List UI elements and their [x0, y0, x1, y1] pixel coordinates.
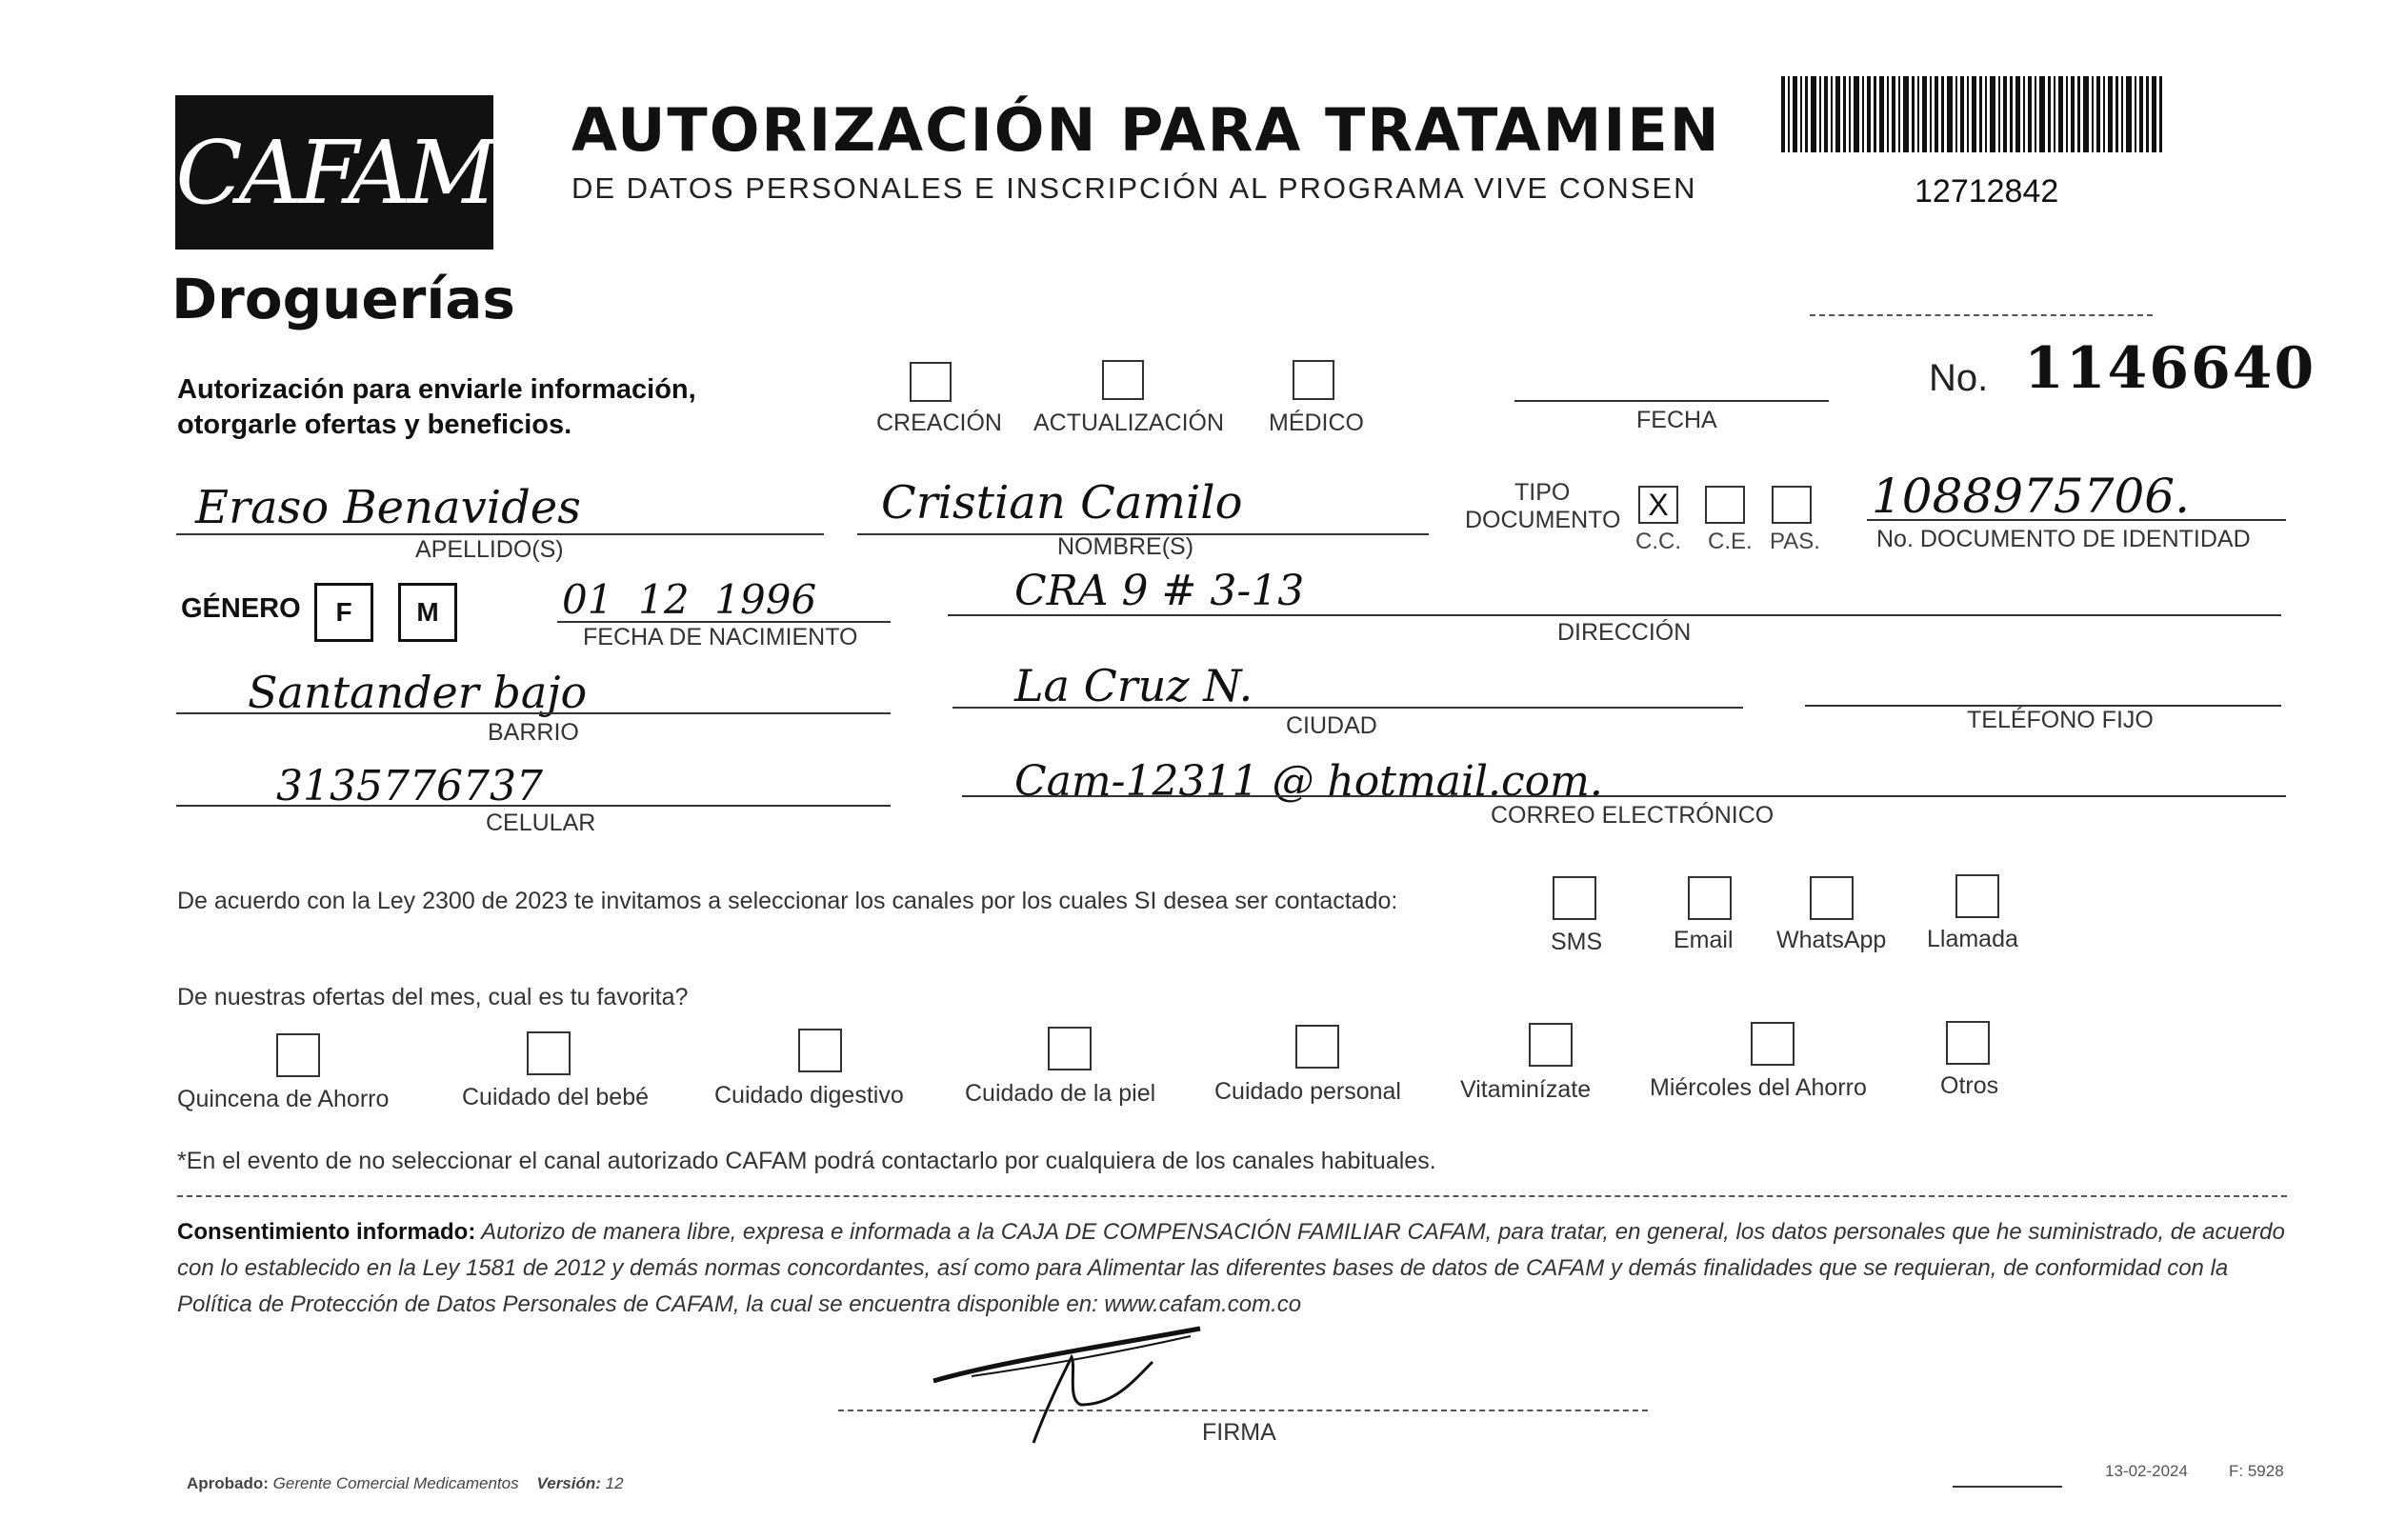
checkbox-medico[interactable] — [1293, 360, 1334, 400]
checkbox-creacion[interactable] — [910, 362, 952, 402]
x-mark-icon: X — [1648, 487, 1669, 522]
barcode-number: 12712842 — [1915, 173, 2059, 210]
checkbox-pas[interactable] — [1772, 486, 1812, 524]
divider — [1810, 314, 2153, 316]
genero-label: GÉNERO — [181, 593, 301, 624]
doc-number-value[interactable]: 1088975706. — [1872, 469, 2191, 524]
email-value[interactable]: Cam-12311 @ hotmail.com. — [1014, 757, 1603, 806]
label-quincena: Quincena de Ahorro — [177, 1086, 390, 1112]
apellidos-label: APELLIDO(S) — [415, 536, 564, 563]
form-number-value: 1146640 — [2024, 335, 2316, 402]
ciudad-line — [952, 707, 1743, 709]
auth-line-2: otorgarle ofertas y beneficios. — [177, 410, 572, 440]
label-llamada: Llamada — [1927, 926, 2018, 952]
footer-line — [1953, 1486, 2062, 1488]
footer-approval: Aprobado: Gerente Comercial Medicamentos Versión: 12 — [187, 1474, 624, 1492]
barcode-image — [1781, 76, 2162, 152]
label-otros: Otros — [1940, 1072, 1999, 1099]
label-digestivo: Cuidado digestivo — [714, 1082, 904, 1109]
celular-label: CELULAR — [486, 810, 596, 836]
checkbox-sms[interactable] — [1553, 876, 1596, 920]
label-fecha: FECHA — [1636, 407, 1717, 433]
checkbox-otros[interactable] — [1946, 1021, 1990, 1065]
barrio-label: BARRIO — [488, 719, 579, 746]
checkbox-genero-f[interactable]: F — [314, 583, 373, 642]
label-cc: C.C. — [1635, 529, 1681, 554]
barrio-line — [176, 712, 891, 714]
label-piel: Cuidado de la piel — [965, 1080, 1156, 1107]
doc-number-line — [1867, 519, 2286, 521]
footer-date: 13-02-2024 — [2105, 1462, 2188, 1480]
barrio-value[interactable]: Santander bajo — [248, 667, 588, 718]
label-personal: Cuidado personal — [1214, 1078, 1401, 1105]
label-ce: C.E. — [1708, 529, 1753, 554]
label-creacion: CREACIÓN — [876, 410, 1002, 436]
checkbox-digestivo[interactable] — [798, 1029, 842, 1072]
label-actualizacion: ACTUALIZACIÓN — [1033, 410, 1225, 436]
address-value[interactable]: CRA 9 # 3-13 — [1014, 567, 1305, 615]
checkbox-whatsapp[interactable] — [1810, 876, 1854, 920]
checkbox-cc[interactable] — [1638, 486, 1678, 524]
form-subtitle: DE DATOS PERSONALES E INSCRIPCIÓN AL PROGRAMA VIVE CONSEN — [571, 171, 1697, 205]
birth-label: FECHA DE NACIMIENTO — [583, 624, 858, 650]
apellidos-line — [176, 533, 824, 535]
checkbox-piel[interactable] — [1048, 1027, 1092, 1070]
consent-title: Consentimiento informado: — [177, 1219, 476, 1245]
telefono-label: TELÉFONO FIJO — [1967, 707, 2154, 733]
ciudad-value[interactable]: La Cruz N. — [1014, 660, 1253, 711]
apellidos-value[interactable]: Eraso Benavides — [195, 481, 581, 534]
signature-image — [914, 1310, 1238, 1452]
cafam-logo — [175, 95, 493, 250]
label-medico: MÉDICO — [1269, 410, 1364, 436]
address-line — [948, 614, 2281, 616]
checkbox-actualizacion[interactable] — [1102, 360, 1144, 400]
label-vitaminizate: Vitaminízate — [1460, 1076, 1592, 1103]
consent-paragraph — [177, 1214, 2287, 1323]
tipo-label: TIPO — [1514, 479, 1571, 506]
brand-subtitle: Droguerías — [171, 267, 515, 331]
ciudad-label: CIUDAD — [1286, 712, 1377, 739]
celular-line — [176, 805, 891, 807]
label-miercoles: Miércoles del Ahorro — [1650, 1074, 1867, 1101]
fecha-line — [1514, 400, 1829, 402]
birth-line — [557, 621, 891, 623]
checkbox-miercoles[interactable] — [1751, 1022, 1795, 1066]
checkbox-quincena[interactable] — [276, 1033, 320, 1077]
address-label: DIRECCIÓN — [1557, 619, 1692, 646]
consent-text: Autorizo de manera libre, expresa e informada a la CAJA DE COMPENSACIÓN FAMILIAR CAFAM, para tratar, en general, los datos personales que he suministrado, de acuerdo con lo establecido en la Ley 1581 de 2012 y demás normas concordantes, así como para Alimentar las diferentes bases de datos de CAFAM y demás finalidades que se requieran, de conformidad con la Política de Protección de Datos Personales de CAFAM, la cual se encuentra disponible en: www.cafam.com.co — [177, 1219, 2285, 1317]
celular-value[interactable]: 3135776737 — [276, 762, 543, 810]
doc-number-label: No. DOCUMENTO DE IDENTIDAD — [1876, 526, 2251, 552]
checkbox-genero-m[interactable]: M — [398, 583, 457, 642]
checkbox-llamada[interactable] — [1955, 874, 1999, 918]
email-label: CORREO ELECTRÓNICO — [1491, 802, 1774, 829]
label-sms: SMS — [1551, 929, 1603, 955]
form-title: AUTORIZACIÓN PARA TRATAMIEN — [571, 95, 1721, 165]
logo-text: CAFAM — [175, 121, 493, 224]
checkbox-vitaminizate[interactable] — [1529, 1023, 1573, 1067]
auth-line-1: Autorización para enviarle información, — [177, 374, 696, 405]
firma-label: FIRMA — [1202, 1419, 1276, 1446]
checkbox-ce[interactable] — [1705, 486, 1745, 524]
birth-value[interactable]: 01 12 1996 — [562, 576, 817, 623]
firma-line[interactable] — [838, 1410, 1648, 1411]
label-email: Email — [1674, 927, 1734, 953]
offers-prompt: De nuestras ofertas del mes, cual es tu favorita? — [177, 984, 689, 1010]
channels-prompt: De acuerdo con la Ley 2300 de 2023 te invitamos a seleccionar los canales por los cuales SI desea ser contactado: — [177, 888, 1398, 914]
divider — [177, 1195, 2287, 1197]
documento-label: DOCUMENTO — [1465, 507, 1621, 533]
label-bebe: Cuidado del bebé — [462, 1084, 649, 1110]
email-line — [962, 795, 2286, 797]
checkbox-bebe[interactable] — [527, 1031, 571, 1075]
checkbox-email[interactable] — [1688, 876, 1732, 920]
nombres-label: NOMBRE(S) — [1057, 533, 1194, 560]
checkbox-personal[interactable] — [1295, 1025, 1339, 1069]
label-pas: PAS. — [1770, 529, 1820, 554]
nombres-value[interactable]: Cristian Camilo — [881, 476, 1243, 530]
footnote: *En el evento de no seleccionar el canal autorizado CAFAM podrá contactarlo por cualquiera de los canales habituales. — [177, 1148, 1436, 1174]
form-number-label: No. — [1929, 357, 1989, 399]
label-whatsapp: WhatsApp — [1776, 927, 1887, 953]
footer-code: F: 5928 — [2229, 1462, 2284, 1480]
